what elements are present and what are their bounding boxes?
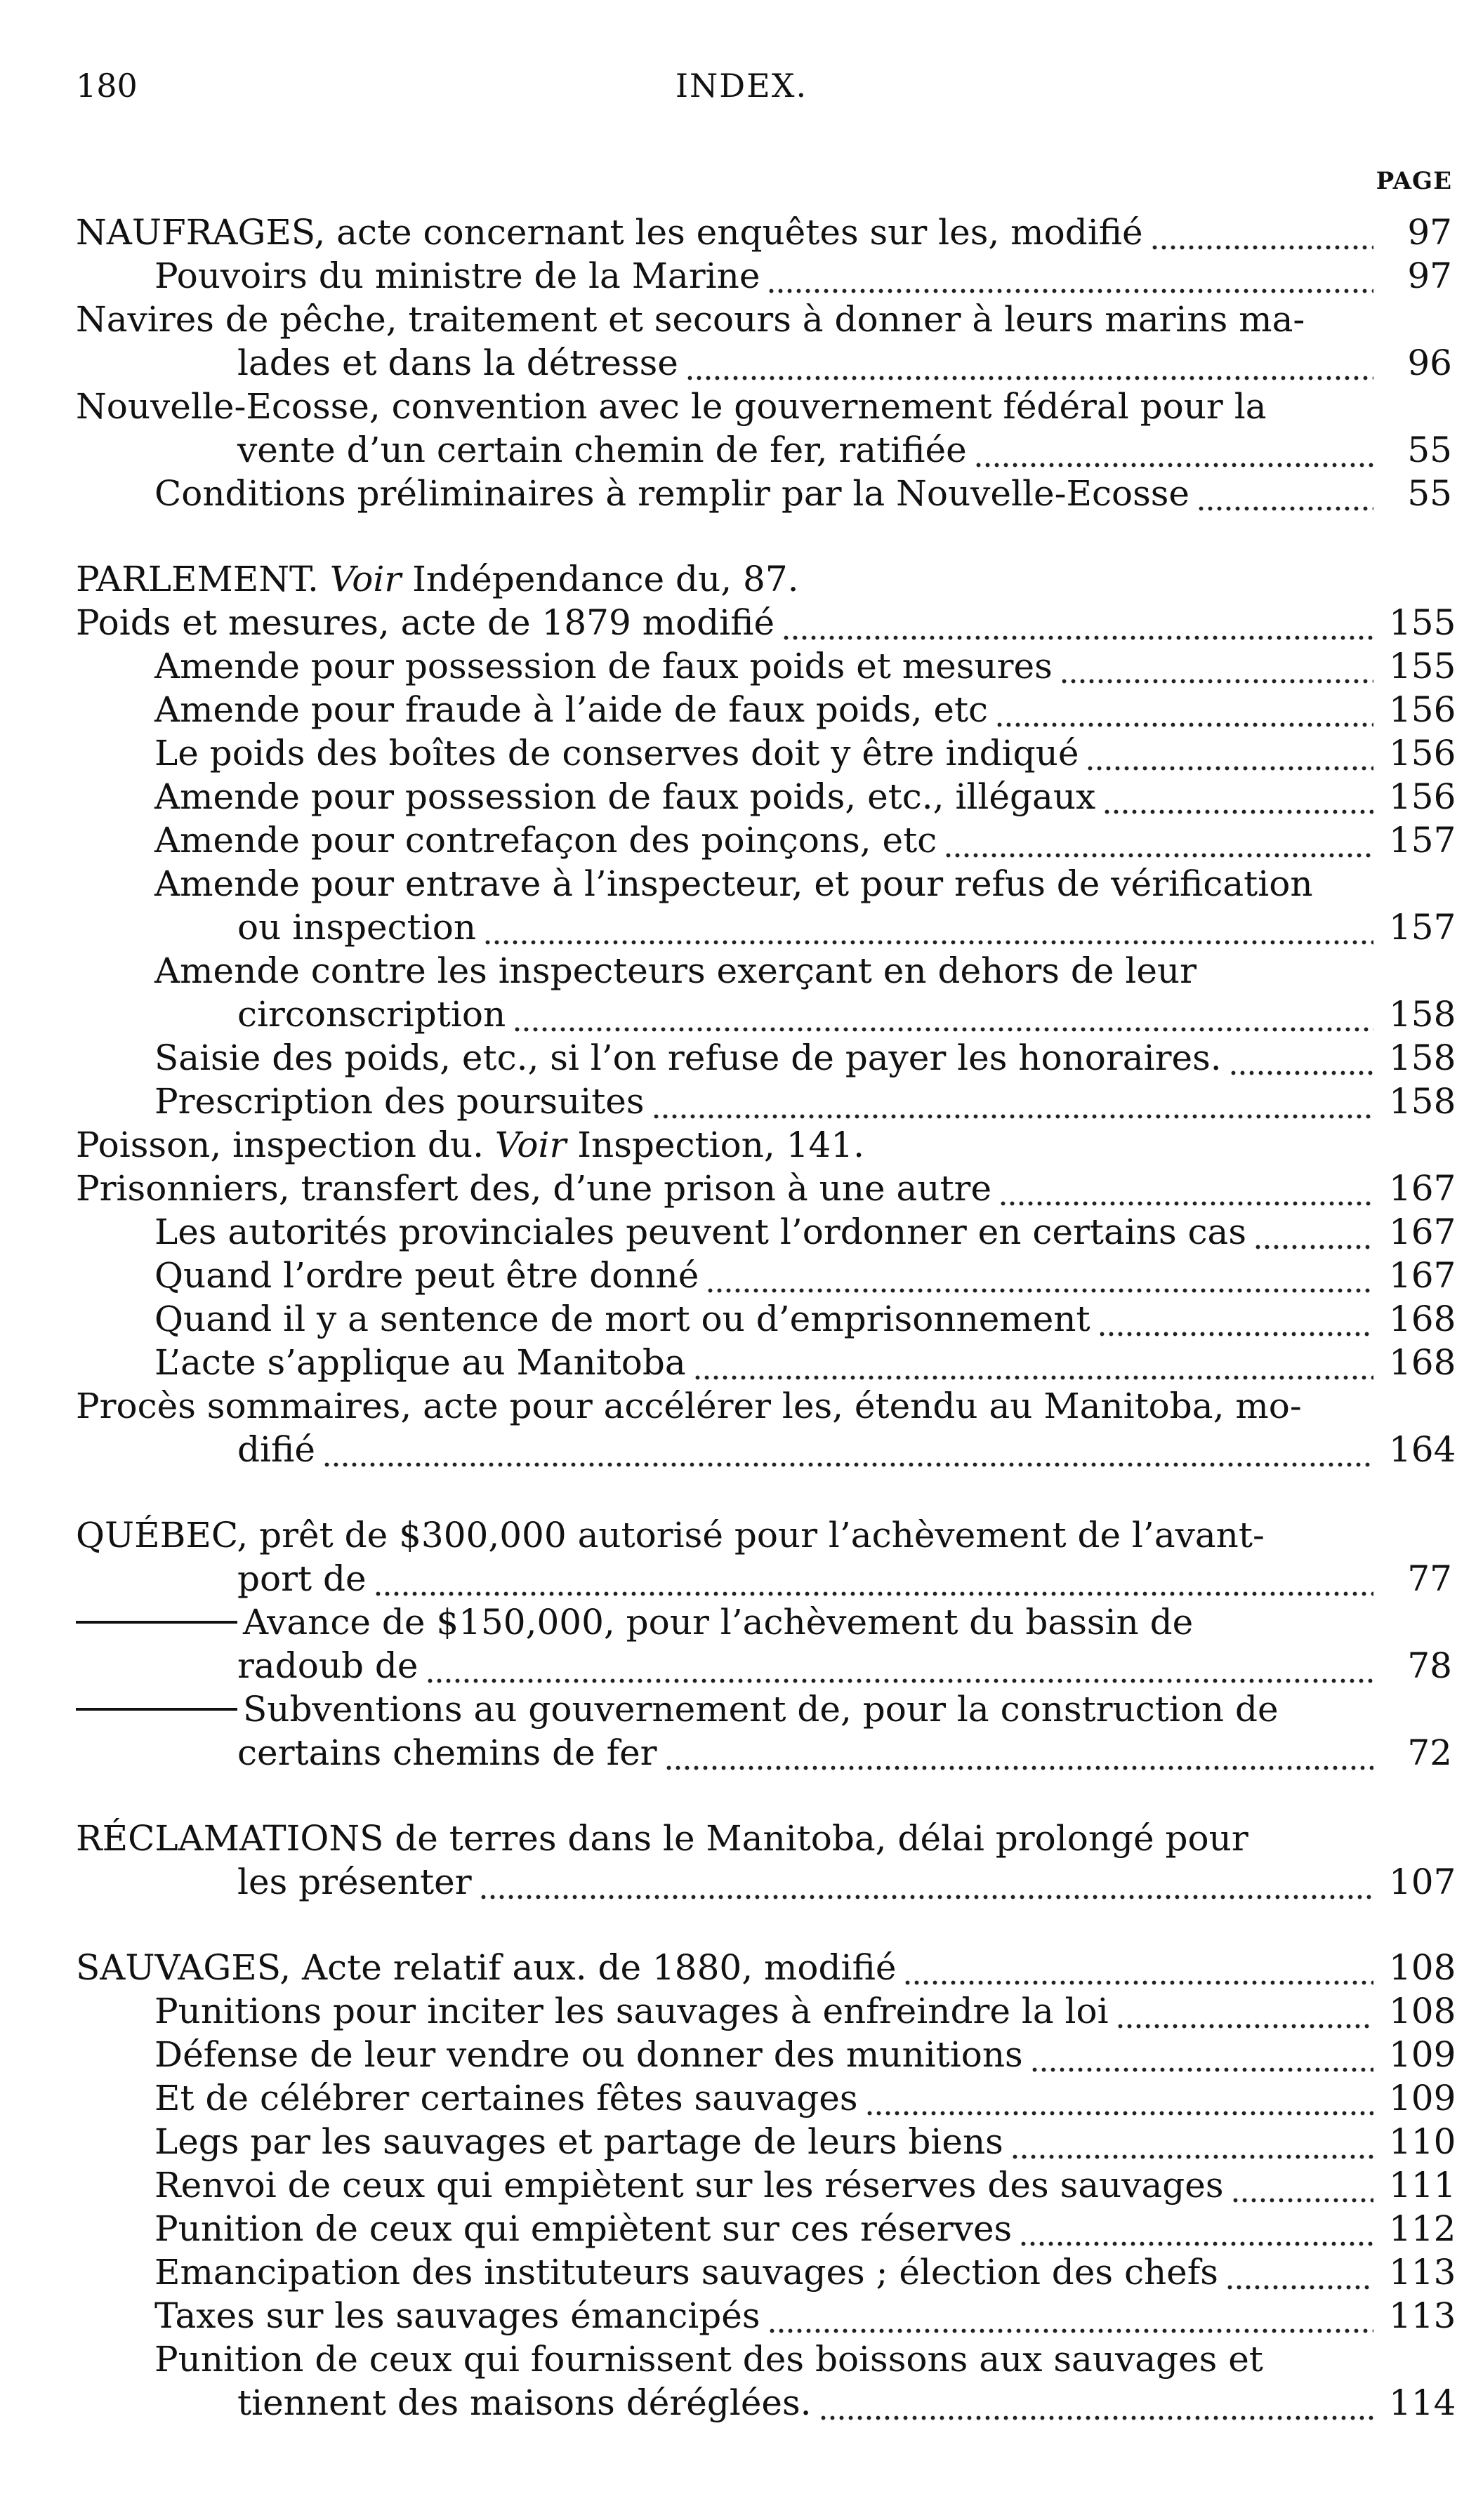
index-line bbox=[76, 2294, 1456, 2337]
section-spacer bbox=[76, 1904, 1452, 1946]
index-line bbox=[76, 906, 1456, 949]
see-reference: Voir bbox=[494, 1125, 567, 1165]
index-line bbox=[76, 2250, 1456, 2294]
entry-label: Pouvoirs du ministre de la Marine bbox=[154, 256, 760, 296]
page-reference: 157 bbox=[1389, 907, 1456, 948]
dot-leader bbox=[974, 428, 1373, 472]
entry-text bbox=[154, 1341, 686, 1384]
index-line bbox=[76, 2163, 1456, 2207]
entry-text bbox=[154, 2033, 1023, 2076]
entry-text bbox=[154, 949, 1197, 993]
index-line bbox=[76, 1210, 1456, 1254]
dot-leader bbox=[1231, 2163, 1373, 2207]
entry-text bbox=[237, 2381, 812, 2425]
page-reference: 72 bbox=[1407, 1732, 1452, 1773]
page-header bbox=[0, 67, 1483, 123]
entry-text bbox=[76, 1167, 991, 1210]
dot-leader bbox=[479, 1860, 1373, 1904]
entry-label: difié bbox=[237, 1429, 315, 1470]
entry-label: Legs par les sauvages et partage de leurs biens bbox=[154, 2121, 1003, 2162]
entry-label: ou inspection bbox=[237, 907, 477, 948]
index-line bbox=[76, 601, 1456, 644]
page-reference: 97 bbox=[1407, 256, 1452, 296]
entry-label: Poisson, inspection du. bbox=[76, 1125, 495, 1165]
entry-label: SAUVAGES, Acte relatif aux. de 1880, modifié bbox=[76, 1947, 897, 1988]
page-reference: 108 bbox=[1389, 1947, 1456, 1988]
dot-leader bbox=[1225, 2250, 1373, 2294]
entry-label: Navires de pêche, traitement et secours à donner à leurs marins ma- bbox=[76, 299, 1305, 340]
section-spacer bbox=[76, 1775, 1452, 1817]
entry-text bbox=[237, 993, 506, 1036]
entry-label: lades et dans la détresse bbox=[237, 343, 678, 383]
index-line bbox=[76, 775, 1456, 818]
page-reference: 114 bbox=[1389, 2382, 1456, 2423]
entry-label: Taxes sur les sauvages émancipés bbox=[154, 2295, 760, 2336]
page-reference: 109 bbox=[1389, 2078, 1456, 2118]
page-reference: 168 bbox=[1389, 1299, 1456, 1339]
index-line bbox=[76, 1687, 1452, 1731]
entry-text bbox=[76, 1600, 1193, 1644]
index-line bbox=[76, 1080, 1456, 1123]
index-line bbox=[76, 993, 1456, 1036]
entry-text bbox=[154, 2250, 1218, 2294]
page-reference: 110 bbox=[1389, 2121, 1456, 2162]
dot-leader bbox=[998, 1167, 1373, 1210]
entry-text bbox=[76, 1513, 1265, 1557]
entry-label: Emancipation des instituteurs sauvages ; élection des chefs bbox=[154, 2252, 1218, 2293]
entry-label: port de bbox=[237, 1558, 367, 1599]
page-reference: 158 bbox=[1389, 994, 1456, 1035]
index-line bbox=[76, 254, 1452, 298]
ditto-dash bbox=[76, 1621, 237, 1624]
entry-label: Nouvelle-Ecosse, convention avec le gouvernement fédéral pour la bbox=[76, 386, 1267, 427]
entry-text bbox=[154, 731, 1079, 775]
entry-label: Punition de ceux qui fournissent des boissons aux sauvages et bbox=[154, 2339, 1263, 2380]
page-column-label: PAGE bbox=[1376, 167, 1452, 195]
page-reference: 97 bbox=[1407, 212, 1452, 253]
entry-label: PARLEMENT. bbox=[76, 559, 330, 599]
dot-leader bbox=[426, 1644, 1373, 1687]
index-line bbox=[76, 1036, 1456, 1080]
dot-leader bbox=[322, 1428, 1373, 1471]
index-line bbox=[76, 428, 1452, 472]
index-line bbox=[76, 949, 1452, 993]
dot-leader bbox=[1098, 1297, 1373, 1341]
index-line bbox=[76, 644, 1456, 688]
index-line bbox=[76, 1860, 1456, 1904]
entry-label: Amende contre les inspecteurs exerçant en dehors de leur bbox=[154, 950, 1197, 991]
dot-leader bbox=[685, 341, 1373, 385]
index-line bbox=[76, 2076, 1456, 2120]
page-reference: 167 bbox=[1389, 1168, 1456, 1209]
ditto-dash bbox=[76, 1708, 237, 1711]
page-reference: 113 bbox=[1389, 2295, 1456, 2336]
entry-label: Avance de $150,000, pour l’achèvement du bassin de bbox=[243, 1602, 1194, 1643]
page-reference: 107 bbox=[1389, 1862, 1456, 1902]
index-line bbox=[76, 211, 1452, 254]
running-title: INDEX. bbox=[675, 67, 808, 105]
section-spacer bbox=[76, 1471, 1452, 1513]
index-line bbox=[76, 1384, 1452, 1428]
entry-text bbox=[237, 1860, 472, 1904]
entry-label: Amende pour possession de faux poids, etc., illégaux bbox=[154, 776, 1096, 817]
dot-leader bbox=[1253, 1210, 1373, 1254]
index-line bbox=[76, 1254, 1456, 1297]
index-line bbox=[76, 1557, 1452, 1600]
entry-label: Prescription des poursuites bbox=[154, 1081, 645, 1122]
page-reference: 112 bbox=[1389, 2208, 1456, 2249]
see-reference: Voir bbox=[329, 559, 402, 599]
index-line bbox=[76, 298, 1452, 341]
entry-label: radoub de bbox=[237, 1645, 418, 1686]
index-line bbox=[76, 862, 1452, 906]
page-reference: 168 bbox=[1389, 1342, 1456, 1383]
entry-text bbox=[237, 1644, 418, 1687]
entry-text bbox=[76, 557, 799, 601]
index-line bbox=[76, 385, 1452, 428]
entry-text bbox=[154, 818, 937, 862]
entry-text bbox=[237, 1731, 657, 1775]
dot-leader bbox=[995, 688, 1373, 731]
entry-text bbox=[76, 1946, 896, 1989]
dot-leader bbox=[819, 2381, 1373, 2425]
entry-text bbox=[154, 2076, 858, 2120]
index-line bbox=[76, 2337, 1452, 2381]
page-reference: 167 bbox=[1389, 1212, 1456, 1252]
page-reference: 156 bbox=[1389, 689, 1456, 730]
dot-leader bbox=[652, 1080, 1373, 1123]
index-line bbox=[76, 688, 1456, 731]
entry-text bbox=[154, 1080, 645, 1123]
entry-text bbox=[237, 1428, 315, 1471]
entry-text bbox=[154, 2294, 760, 2337]
entry-label: Prisonniers, transfert des, d’une prison à une autre bbox=[76, 1168, 992, 1209]
index-line bbox=[76, 1644, 1452, 1687]
page-reference: 164 bbox=[1389, 1429, 1456, 1470]
entry-label: vente d’un certain chemin de fer, ratifiée bbox=[237, 430, 967, 470]
dot-leader bbox=[1030, 2033, 1373, 2076]
index-line bbox=[76, 731, 1456, 775]
entry-label: Quand l’ordre peut être donné bbox=[154, 1255, 699, 1296]
entry-label: Amende pour entrave à l’inspecteur, et pour refus de vérification bbox=[154, 863, 1313, 904]
entry-text bbox=[237, 341, 678, 385]
entry-text bbox=[154, 1254, 699, 1297]
dot-leader bbox=[693, 1341, 1373, 1384]
dot-leader bbox=[1150, 211, 1373, 254]
dot-leader bbox=[1229, 1036, 1373, 1080]
dot-leader bbox=[944, 818, 1373, 862]
entry-label: tiennent des maisons déréglées. bbox=[237, 2382, 812, 2423]
entry-text bbox=[76, 1687, 1279, 1731]
dot-leader bbox=[1019, 2207, 1373, 2250]
entry-text bbox=[154, 2337, 1263, 2381]
index-line bbox=[76, 1123, 1452, 1167]
entry-label: Procès sommaires, acte pour accélérer les, étendu au Manitoba, mo- bbox=[76, 1386, 1302, 1426]
index-entries bbox=[76, 211, 1456, 2425]
section-spacer bbox=[76, 515, 1452, 557]
dot-leader bbox=[782, 601, 1373, 644]
page-number: 180 bbox=[76, 67, 138, 105]
entry-text bbox=[154, 2163, 1224, 2207]
reference-target: Inspection, 141. bbox=[566, 1125, 864, 1165]
dot-leader bbox=[374, 1557, 1373, 1600]
page-reference: 109 bbox=[1389, 2034, 1456, 2075]
dot-leader bbox=[767, 254, 1373, 298]
page-reference: 111 bbox=[1389, 2165, 1456, 2206]
page-reference: 156 bbox=[1389, 776, 1456, 817]
entry-label: Les autorités provinciales peuvent l’ordonner en certains cas bbox=[154, 1212, 1246, 1252]
entry-label: Poids et mesures, acte de 1879 modifié bbox=[76, 602, 775, 643]
entry-text bbox=[76, 1817, 1248, 1860]
entry-text bbox=[76, 385, 1267, 428]
entry-text bbox=[76, 298, 1305, 341]
page-reference: 167 bbox=[1389, 1255, 1456, 1296]
entry-label: Conditions préliminaires à remplir par la Nouvelle-Ecosse bbox=[154, 473, 1189, 514]
entry-label: Amende pour fraude à l’aide de faux poids, etc bbox=[154, 689, 989, 730]
index-line bbox=[76, 557, 1452, 601]
dot-leader bbox=[1060, 644, 1373, 688]
entry-text bbox=[237, 428, 967, 472]
index-line bbox=[76, 1428, 1456, 1471]
entry-text bbox=[154, 688, 988, 731]
page-reference: 108 bbox=[1389, 1991, 1456, 2031]
index-line bbox=[76, 341, 1452, 385]
entry-label: L’acte s’applique au Manitoba bbox=[154, 1342, 686, 1383]
entry-text bbox=[154, 1989, 1109, 2033]
index-line bbox=[76, 818, 1456, 862]
entry-label: certains chemins de fer bbox=[237, 1732, 657, 1773]
index-line bbox=[76, 1297, 1456, 1341]
entry-text bbox=[76, 211, 1143, 254]
index-line bbox=[76, 2207, 1456, 2250]
entry-label: Quand il y a sentence de mort ou d’emprisonnement bbox=[154, 1299, 1090, 1339]
entry-label: Renvoi de ceux qui empiètent sur les réserves des sauvages bbox=[154, 2165, 1224, 2206]
page-reference: 157 bbox=[1389, 820, 1456, 861]
entry-text bbox=[237, 906, 476, 949]
index-line bbox=[76, 1513, 1452, 1557]
page-reference: 158 bbox=[1389, 1081, 1456, 1122]
page-reference: 155 bbox=[1389, 602, 1456, 643]
entry-label: Défense de leur vendre ou donner des munitions bbox=[154, 2034, 1023, 2075]
dot-leader bbox=[1116, 1989, 1373, 2033]
index-line bbox=[76, 1341, 1456, 1384]
dot-leader bbox=[865, 2076, 1374, 2120]
index-line bbox=[76, 2120, 1456, 2163]
page-reference: 78 bbox=[1407, 1645, 1452, 1686]
index-line bbox=[76, 2033, 1456, 2076]
entry-label: Subventions au gouvernement de, pour la construction de bbox=[243, 1689, 1279, 1730]
entry-text bbox=[154, 1297, 1090, 1341]
page-reference: 55 bbox=[1407, 430, 1452, 470]
entry-text bbox=[154, 472, 1189, 515]
entry-text bbox=[154, 2207, 1012, 2250]
entry-label: RÉCLAMATIONS de terres dans le Manitoba, délai prolongé pour bbox=[76, 1818, 1248, 1859]
page-reference: 156 bbox=[1389, 733, 1456, 774]
entry-text bbox=[154, 2120, 1003, 2163]
entry-text bbox=[154, 1036, 1222, 1080]
page-reference: 155 bbox=[1389, 646, 1456, 687]
dot-leader bbox=[1102, 775, 1373, 818]
index-line bbox=[76, 1817, 1452, 1860]
entry-label: Saisie des poids, etc., si l’on refuse de payer les honoraires. bbox=[154, 1037, 1222, 1078]
page-reference: 77 bbox=[1407, 1558, 1452, 1599]
index-line bbox=[76, 1600, 1452, 1644]
page-reference: 158 bbox=[1389, 1037, 1456, 1078]
entry-label: Amende pour contrefaçon des poinçons, etc bbox=[154, 820, 937, 861]
entry-text bbox=[76, 1384, 1302, 1428]
dot-leader bbox=[483, 906, 1373, 949]
entry-text bbox=[154, 644, 1053, 688]
index-line bbox=[76, 1167, 1456, 1210]
dot-leader bbox=[903, 1946, 1373, 1989]
reference-target: Indépendance du, 87. bbox=[401, 559, 799, 599]
entry-label: QUÉBEC, prêt de $300,000 autorisé pour l’achèvement de l’avant- bbox=[76, 1515, 1265, 1556]
entry-label: Amende pour possession de faux poids et mesures bbox=[154, 646, 1053, 687]
page-reference: 96 bbox=[1407, 343, 1452, 383]
page-reference: 113 bbox=[1389, 2252, 1456, 2293]
page-reference: 55 bbox=[1407, 473, 1452, 514]
dot-leader bbox=[513, 993, 1373, 1036]
entry-label: Et de célébrer certaines fêtes sauvages bbox=[154, 2078, 858, 2118]
index-line bbox=[76, 1989, 1456, 2033]
index-line bbox=[76, 472, 1452, 515]
entry-text bbox=[76, 1123, 864, 1167]
entry-label: Le poids des boîtes de conserves doit y être indiqué bbox=[154, 733, 1079, 774]
entry-text bbox=[154, 862, 1313, 906]
entry-label: NAUFRAGES, acte concernant les enquêtes sur les, modifié bbox=[76, 212, 1143, 253]
entry-text bbox=[154, 254, 760, 298]
dot-leader bbox=[664, 1731, 1373, 1775]
entry-label: Punitions pour inciter les sauvages à enfreindre la loi bbox=[154, 1991, 1109, 2031]
dot-leader bbox=[1197, 472, 1373, 515]
dot-leader bbox=[1086, 731, 1373, 775]
entry-text bbox=[154, 1210, 1246, 1254]
entry-text bbox=[237, 1557, 367, 1600]
entry-text bbox=[76, 601, 775, 644]
dot-leader bbox=[1010, 2120, 1373, 2163]
index-line bbox=[76, 2381, 1456, 2425]
entry-label: circonscription bbox=[237, 994, 506, 1035]
entry-text bbox=[154, 775, 1095, 818]
entry-label: Punition de ceux qui empiètent sur ces réserves bbox=[154, 2208, 1013, 2249]
index-line bbox=[76, 1946, 1456, 1989]
dot-leader bbox=[706, 1254, 1373, 1297]
entry-label: les présenter bbox=[237, 1862, 472, 1902]
dot-leader bbox=[767, 2294, 1373, 2337]
index-line bbox=[76, 1731, 1452, 1775]
